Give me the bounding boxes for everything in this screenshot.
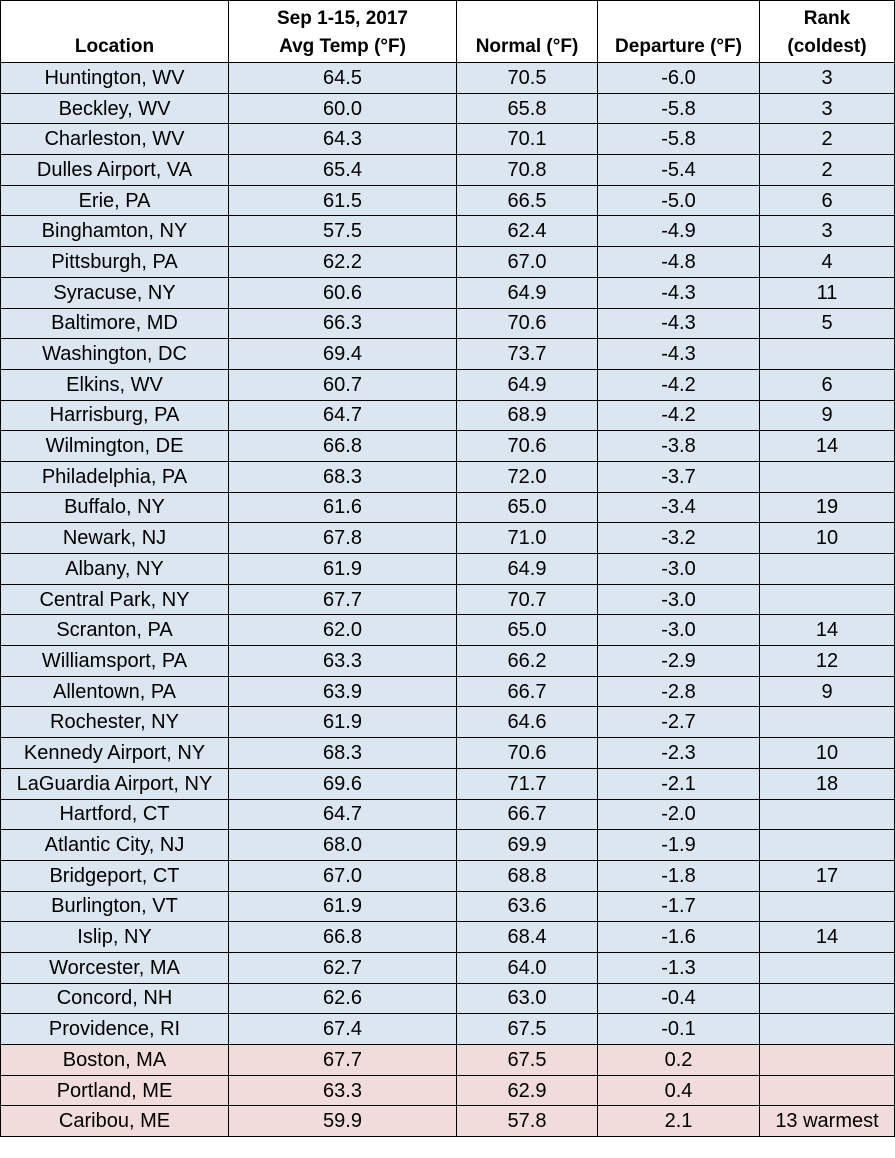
departure-cell: -3.0 [598, 554, 760, 585]
avg-temp-cell: 68.3 [229, 461, 457, 492]
table-row [1, 63, 895, 94]
table-row [1, 584, 895, 615]
normal-cell: 67.5 [457, 1045, 598, 1076]
header-rank [760, 1, 895, 63]
rank-cell: 2 [760, 155, 895, 186]
table-row [1, 492, 895, 523]
avg-temp-cell: 66.8 [229, 922, 457, 953]
departure-cell: -3.0 [598, 584, 760, 615]
table-row [1, 646, 895, 677]
normal-cell: 71.0 [457, 523, 598, 554]
normal-cell: 68.9 [457, 400, 598, 431]
location-cell: Buffalo, NY [1, 492, 229, 523]
departure-cell: -3.2 [598, 523, 760, 554]
table-row [1, 124, 895, 155]
rank-cell [760, 707, 895, 738]
location-cell: Concord, NH [1, 983, 229, 1014]
departure-cell: -4.2 [598, 400, 760, 431]
avg-temp-cell: 61.9 [229, 554, 457, 585]
rank-cell: 17 [760, 860, 895, 891]
avg-temp-cell: 69.6 [229, 768, 457, 799]
header-avg-temp-line1: Sep 1-15, 2017 [277, 8, 408, 29]
header-departure [598, 1, 760, 63]
rank-cell: 3 [760, 93, 895, 124]
location-cell: Hartford, CT [1, 799, 229, 830]
location-cell: Burlington, VT [1, 891, 229, 922]
table-body [1, 63, 895, 1137]
normal-cell: 64.9 [457, 554, 598, 585]
header-location [1, 1, 229, 63]
departure-cell: -4.3 [598, 308, 760, 339]
rank-cell [760, 1045, 895, 1076]
avg-temp-cell: 61.9 [229, 707, 457, 738]
normal-cell: 64.9 [457, 277, 598, 308]
table-row [1, 93, 895, 124]
location-cell: Philadelphia, PA [1, 461, 229, 492]
location-cell: Huntington, WV [1, 63, 229, 94]
table-row [1, 523, 895, 554]
location-cell: Charleston, WV [1, 124, 229, 155]
departure-cell: 0.2 [598, 1045, 760, 1076]
rank-cell [760, 554, 895, 585]
rank-cell [760, 830, 895, 861]
header-normal-label: Normal (°F) [475, 36, 579, 57]
normal-cell: 65.0 [457, 615, 598, 646]
normal-cell: 57.8 [457, 1106, 598, 1137]
departure-cell: -1.3 [598, 952, 760, 983]
rank-cell: 10 [760, 738, 895, 769]
departure-cell: -5.0 [598, 185, 760, 216]
location-cell: Pittsburgh, PA [1, 247, 229, 278]
table-row [1, 676, 895, 707]
rank-cell: 3 [760, 63, 895, 94]
normal-cell: 65.0 [457, 492, 598, 523]
departure-cell: -1.8 [598, 860, 760, 891]
rank-cell [760, 983, 895, 1014]
departure-cell: -3.8 [598, 431, 760, 462]
avg-temp-cell: 65.4 [229, 155, 457, 186]
departure-cell: -4.8 [598, 247, 760, 278]
header-location-label: Location [74, 36, 155, 57]
normal-cell: 67.5 [457, 1014, 598, 1045]
normal-cell: 70.5 [457, 63, 598, 94]
normal-cell: 67.0 [457, 247, 598, 278]
location-cell: Worcester, MA [1, 952, 229, 983]
table-header [1, 1, 895, 63]
table-row [1, 738, 895, 769]
departure-cell: -6.0 [598, 63, 760, 94]
rank-cell: 4 [760, 247, 895, 278]
rank-cell: 9 [760, 400, 895, 431]
rank-cell: 11 [760, 277, 895, 308]
departure-cell: -4.3 [598, 339, 760, 370]
avg-temp-cell: 63.3 [229, 1075, 457, 1106]
table-row [1, 400, 895, 431]
rank-cell: 19 [760, 492, 895, 523]
normal-cell: 66.2 [457, 646, 598, 677]
header-row [1, 1, 895, 63]
table-row [1, 1075, 895, 1106]
normal-cell: 70.7 [457, 584, 598, 615]
location-cell: Beckley, WV [1, 93, 229, 124]
header-rank-line1: Rank [803, 8, 851, 29]
rank-cell [760, 584, 895, 615]
departure-cell: -3.4 [598, 492, 760, 523]
location-cell: Elkins, WV [1, 369, 229, 400]
avg-temp-cell: 67.4 [229, 1014, 457, 1045]
avg-temp-cell: 60.0 [229, 93, 457, 124]
location-cell: Caribou, ME [1, 1106, 229, 1137]
avg-temp-cell: 67.8 [229, 523, 457, 554]
normal-cell: 68.4 [457, 922, 598, 953]
departure-cell: -5.4 [598, 155, 760, 186]
avg-temp-cell: 61.9 [229, 891, 457, 922]
avg-temp-cell: 60.7 [229, 369, 457, 400]
avg-temp-cell: 63.9 [229, 676, 457, 707]
avg-temp-cell: 62.0 [229, 615, 457, 646]
table-row [1, 339, 895, 370]
table-row [1, 891, 895, 922]
avg-temp-cell: 66.8 [229, 431, 457, 462]
avg-temp-cell: 62.2 [229, 247, 457, 278]
departure-cell: -0.4 [598, 983, 760, 1014]
location-cell: Allentown, PA [1, 676, 229, 707]
location-cell: Atlantic City, NJ [1, 830, 229, 861]
normal-cell: 66.5 [457, 185, 598, 216]
location-cell: Wilmington, DE [1, 431, 229, 462]
table-row [1, 308, 895, 339]
location-cell: Williamsport, PA [1, 646, 229, 677]
table-row [1, 707, 895, 738]
table-row [1, 860, 895, 891]
normal-cell: 62.4 [457, 216, 598, 247]
avg-temp-cell: 61.6 [229, 492, 457, 523]
table-row [1, 922, 895, 953]
table-row [1, 185, 895, 216]
location-cell: Scranton, PA [1, 615, 229, 646]
normal-cell: 63.6 [457, 891, 598, 922]
table-row [1, 155, 895, 186]
normal-cell: 69.9 [457, 830, 598, 861]
departure-cell: -1.6 [598, 922, 760, 953]
normal-cell: 62.9 [457, 1075, 598, 1106]
location-cell: Harrisburg, PA [1, 400, 229, 431]
avg-temp-cell: 64.7 [229, 799, 457, 830]
table-row [1, 830, 895, 861]
departure-cell: -0.1 [598, 1014, 760, 1045]
avg-temp-cell: 69.4 [229, 339, 457, 370]
avg-temp-cell: 64.3 [229, 124, 457, 155]
location-cell: Dulles Airport, VA [1, 155, 229, 186]
departure-cell: 0.4 [598, 1075, 760, 1106]
table-row [1, 1106, 895, 1137]
location-cell: Central Park, NY [1, 584, 229, 615]
normal-cell: 71.7 [457, 768, 598, 799]
departure-cell: -2.9 [598, 646, 760, 677]
departure-cell: -3.7 [598, 461, 760, 492]
rank-cell [760, 952, 895, 983]
departure-cell: -4.2 [598, 369, 760, 400]
normal-cell: 70.6 [457, 738, 598, 769]
location-cell: Erie, PA [1, 185, 229, 216]
avg-temp-cell: 57.5 [229, 216, 457, 247]
table-row [1, 216, 895, 247]
avg-temp-cell: 64.7 [229, 400, 457, 431]
avg-temp-cell: 60.6 [229, 277, 457, 308]
avg-temp-cell: 64.5 [229, 63, 457, 94]
avg-temp-cell: 67.7 [229, 1045, 457, 1076]
rank-cell [760, 339, 895, 370]
normal-cell: 73.7 [457, 339, 598, 370]
location-cell: Newark, NJ [1, 523, 229, 554]
table-row [1, 799, 895, 830]
rank-cell: 9 [760, 676, 895, 707]
rank-cell: 14 [760, 431, 895, 462]
location-cell: LaGuardia Airport, NY [1, 768, 229, 799]
normal-cell: 64.9 [457, 369, 598, 400]
avg-temp-cell: 62.7 [229, 952, 457, 983]
departure-cell: -1.7 [598, 891, 760, 922]
location-cell: Bridgeport, CT [1, 860, 229, 891]
location-cell: Syracuse, NY [1, 277, 229, 308]
rank-cell: 13 warmest [760, 1106, 895, 1137]
table-row [1, 554, 895, 585]
rank-cell [760, 891, 895, 922]
departure-cell: -3.0 [598, 615, 760, 646]
location-cell: Islip, NY [1, 922, 229, 953]
header-departure-label: Departure (°F) [615, 36, 742, 57]
normal-cell: 70.6 [457, 308, 598, 339]
departure-cell: -2.1 [598, 768, 760, 799]
rank-cell: 5 [760, 308, 895, 339]
normal-cell: 66.7 [457, 676, 598, 707]
normal-cell: 65.8 [457, 93, 598, 124]
location-cell: Providence, RI [1, 1014, 229, 1045]
departure-cell: -1.9 [598, 830, 760, 861]
departure-cell: -2.0 [598, 799, 760, 830]
departure-cell: -2.3 [598, 738, 760, 769]
departure-cell: -4.3 [598, 277, 760, 308]
table-row [1, 247, 895, 278]
location-cell: Boston, MA [1, 1045, 229, 1076]
rank-cell: 14 [760, 922, 895, 953]
departure-cell: -5.8 [598, 93, 760, 124]
avg-temp-cell: 68.0 [229, 830, 457, 861]
normal-cell: 63.0 [457, 983, 598, 1014]
table-row [1, 952, 895, 983]
header-rank-line2: (coldest) [787, 36, 867, 57]
table-row [1, 768, 895, 799]
avg-temp-cell: 66.3 [229, 308, 457, 339]
location-cell: Rochester, NY [1, 707, 229, 738]
departure-cell: -2.7 [598, 707, 760, 738]
avg-temp-cell: 68.3 [229, 738, 457, 769]
departure-cell: -4.9 [598, 216, 760, 247]
avg-temp-cell: 67.0 [229, 860, 457, 891]
avg-temp-cell: 63.3 [229, 646, 457, 677]
avg-temp-cell: 61.5 [229, 185, 457, 216]
location-cell: Albany, NY [1, 554, 229, 585]
normal-cell: 70.8 [457, 155, 598, 186]
rank-cell [760, 1014, 895, 1045]
header-avg-temp [229, 1, 457, 63]
normal-cell: 64.6 [457, 707, 598, 738]
location-cell: Baltimore, MD [1, 308, 229, 339]
table-row [1, 1014, 895, 1045]
rank-cell: 2 [760, 124, 895, 155]
rank-cell [760, 1075, 895, 1106]
location-cell: Washington, DC [1, 339, 229, 370]
rank-cell [760, 461, 895, 492]
normal-cell: 64.0 [457, 952, 598, 983]
header-normal [457, 1, 598, 63]
rank-cell: 10 [760, 523, 895, 554]
table-row [1, 615, 895, 646]
avg-temp-cell: 59.9 [229, 1106, 457, 1137]
location-cell: Binghamton, NY [1, 216, 229, 247]
table-row [1, 277, 895, 308]
rank-cell: 3 [760, 216, 895, 247]
normal-cell: 70.1 [457, 124, 598, 155]
normal-cell: 70.6 [457, 431, 598, 462]
table-row [1, 431, 895, 462]
rank-cell [760, 799, 895, 830]
table-row [1, 983, 895, 1014]
rank-cell: 18 [760, 768, 895, 799]
rank-cell: 12 [760, 646, 895, 677]
normal-cell: 68.8 [457, 860, 598, 891]
table-row [1, 369, 895, 400]
avg-temp-cell: 67.7 [229, 584, 457, 615]
avg-temp-cell: 62.6 [229, 983, 457, 1014]
header-avg-temp-line2: Avg Temp (°F) [279, 36, 406, 57]
location-cell: Kennedy Airport, NY [1, 738, 229, 769]
departure-cell: 2.1 [598, 1106, 760, 1137]
departure-cell: -2.8 [598, 676, 760, 707]
normal-cell: 66.7 [457, 799, 598, 830]
table-row [1, 461, 895, 492]
rank-cell: 6 [760, 369, 895, 400]
normal-cell: 72.0 [457, 461, 598, 492]
rank-cell: 6 [760, 185, 895, 216]
departure-cell: -5.8 [598, 124, 760, 155]
rank-cell: 14 [760, 615, 895, 646]
location-cell: Portland, ME [1, 1075, 229, 1106]
table-row [1, 1045, 895, 1076]
